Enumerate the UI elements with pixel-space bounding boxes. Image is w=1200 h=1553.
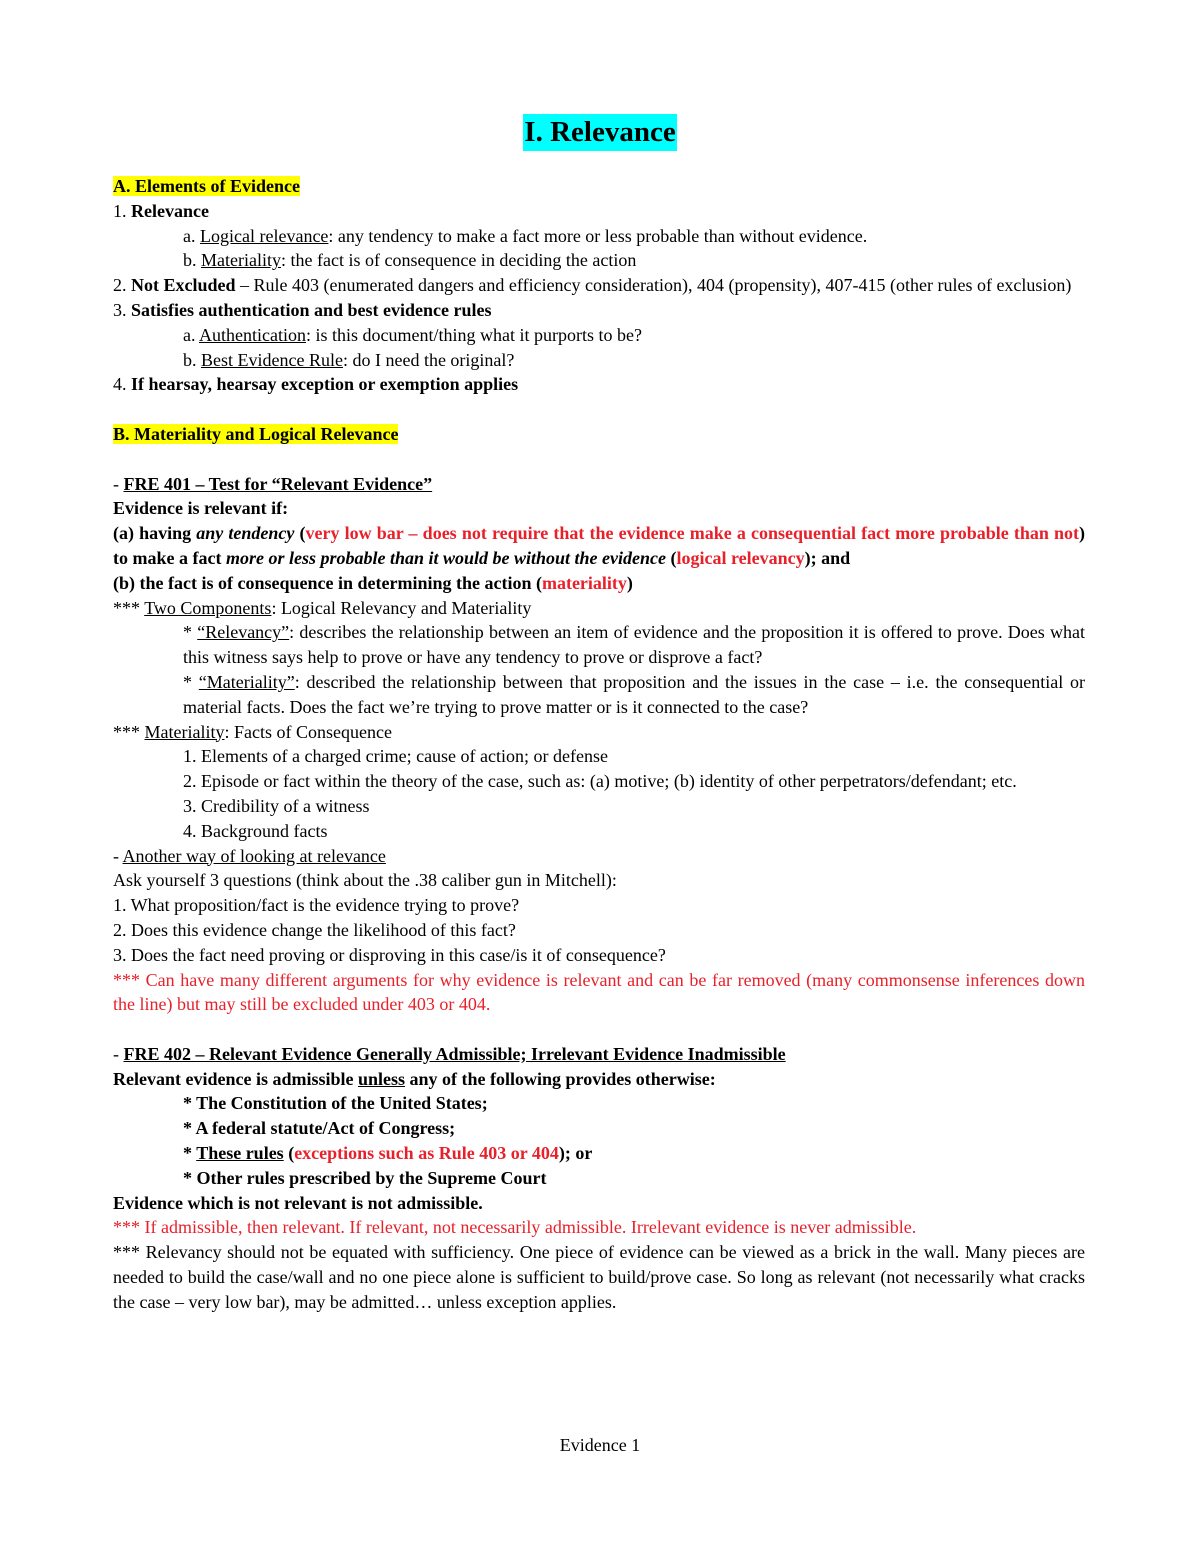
dash: - (113, 1043, 124, 1064)
definition: : any tendency to make a fact more or less probable than without evidence. (328, 225, 868, 246)
item-number: 4. (113, 374, 131, 395)
term: Materiality (144, 721, 225, 742)
fre402-heading: FRE 402 – Relevant Evidence Generally Admissible; Irrelevant Evidence Inadmissible (123, 1043, 786, 1064)
definition: : Facts of Consequence (224, 721, 392, 742)
spacer (113, 397, 1085, 422)
list-item (113, 199, 1085, 224)
relevancy-row (113, 620, 1085, 670)
list-item (113, 323, 1085, 348)
term: Authentication (199, 324, 306, 345)
list-item (113, 372, 1085, 397)
list-item (113, 273, 1085, 298)
subheading: Another way of looking at relevance (122, 845, 386, 866)
fre401-heading: FRE 401 – Test for “Relevant Evidence” (123, 473, 433, 494)
list-item: * A federal statute/Act of Congress; (183, 1118, 456, 1139)
spacer (113, 447, 1085, 472)
section-b-heading-row (113, 422, 1085, 447)
red-note: *** If admissible, then relevant. If relevant, not necessarily admissible. Irrelevant evidence is never admissible. (113, 1217, 917, 1238)
term: Two Components (144, 597, 272, 618)
red-note: *** Can have many different arguments for why evidence is relevant and can be far removed (many commonsense inferences down the line) but may still be excluded under 403 or 404. (113, 969, 1085, 1015)
item-letter: b. (183, 349, 201, 370)
section-a-heading-row (113, 174, 1085, 199)
star: * (183, 1143, 197, 1164)
term: Best Evidence Rule (201, 349, 343, 370)
term: Materiality (201, 250, 281, 271)
term: These rules (196, 1143, 284, 1164)
two-components-row (113, 596, 1085, 621)
list-item: 2. Does this evidence change the likelihood of this fact? (113, 919, 516, 940)
definition: : is this document/thing what it purports to be? (305, 324, 642, 345)
list-item: * Other rules prescribed by the Supreme Court (183, 1167, 547, 1188)
title-row (0, 114, 1200, 151)
list-item: 4. Background facts (183, 820, 328, 841)
page-title: I. Relevance (523, 114, 676, 151)
item-text: Not Excluded (131, 275, 236, 296)
list-item (113, 224, 1085, 249)
definition: : describes the relationship between an item of evidence and the proposition it is offered to prove. Does what this witness says help to prove or have any tendency to prove or disprove a fact? (183, 622, 1085, 668)
item-number: 1. (113, 200, 131, 221)
item-text: Satisfies authentication and best evidence rules (131, 299, 492, 320)
text-run: ( (665, 547, 677, 568)
page-footer: Evidence 1 (559, 1435, 641, 1455)
text-run: ); or (558, 1143, 593, 1164)
fre402-intro (113, 1067, 1085, 1092)
text-run: more or less probable than it would be without the evidence (225, 547, 666, 568)
item-number: 2. (113, 275, 131, 296)
star: * (183, 622, 198, 643)
star: * (183, 671, 199, 692)
fre402-heading-row (113, 1042, 1085, 1067)
text-run: ) (626, 572, 633, 593)
sufficiency-note: *** Relevancy should not be equated with sufficiency. One piece of evidence can be viewed as a brick in the wall. Many pieces are needed to build the case/wall and no one piece alone is sufficient to build/prove case. So long as relevant (not necessarily what cracks the case – very low bar), may be admitted… unless exception applies. (113, 1242, 1085, 1312)
fre401-part-a (113, 521, 1085, 571)
document-body (113, 174, 1085, 1315)
definition: : Logical Relevancy and Materiality (271, 597, 532, 618)
ask-yourself: Ask yourself 3 questions (think about the .38 caliber gun in Mitchell): (113, 870, 617, 891)
dash: - (113, 845, 123, 866)
list-item (113, 1141, 1085, 1166)
list-item: 1. Elements of a charged crime; cause of action; or defense (183, 746, 608, 767)
list-item (113, 348, 1085, 373)
definition: : the fact is of consequence in deciding the action (280, 250, 637, 271)
text-run: unless (358, 1068, 406, 1089)
spacer (113, 1017, 1085, 1042)
section-a-heading: A. Elements of Evidence (113, 176, 300, 196)
fre401-heading-row (113, 472, 1085, 497)
dash: - (113, 473, 124, 494)
term: “Materiality” (198, 671, 295, 692)
fre401-intro: Evidence is relevant if: (113, 498, 289, 519)
facts-of-consequence-row (113, 720, 1085, 745)
list-item: 2. Episode or fact within the theory of the case, such as: (a) motive; (b) identity of other perpetrators/defendant; etc. (183, 771, 1017, 792)
text-run: (b) the fact is of consequence in determining the action ( (113, 572, 542, 593)
red-note: exceptions such as Rule 403 or 404 (294, 1143, 559, 1164)
item-text: Relevance (131, 200, 209, 221)
text-run: ) to make a fact (113, 523, 1085, 568)
text-run: any tendency (196, 523, 295, 544)
stars: *** (113, 597, 145, 618)
list-item (113, 248, 1085, 273)
item-letter: b. (183, 250, 201, 271)
definition: – Rule 403 (enumerated dangers and efficiency consideration), 404 (propensity), 407-415 (other rules of exclusion) (235, 275, 1072, 296)
text-run: ( (294, 523, 306, 544)
text-run: any of the following provides otherwise: (405, 1068, 716, 1089)
list-item: 1. What proposition/fact is the evidence trying to prove? (113, 895, 520, 916)
red-note: very low bar – does not require that the evidence make a consequential fact more probable than not (305, 523, 1079, 544)
fre402-closing: Evidence which is not relevant is not admissible. (113, 1192, 483, 1213)
list-item: 3. Credibility of a witness (183, 795, 370, 816)
red-note: materiality (541, 572, 627, 593)
fre401-part-b (113, 571, 1085, 596)
text-run: (a) having (113, 523, 197, 544)
text-run: ); and (804, 547, 851, 568)
definition: : described the relationship between that proposition and the issues in the case – i.e. the consequential or material facts. Does the fact we’re trying to prove matter or is it connected to the case? (183, 671, 1085, 717)
term: Logical relevance (200, 225, 329, 246)
item-letter: a. (183, 324, 199, 345)
term: “Relevancy” (197, 622, 290, 643)
text-run: ( (283, 1143, 295, 1164)
list-item: * The Constitution of the United States; (183, 1093, 488, 1114)
list-item: 3. Does the fact need proving or disproving in this case/is it of consequence? (113, 944, 666, 965)
materiality-row (113, 670, 1085, 720)
item-text: If hearsay, hearsay exception or exemption applies (131, 374, 519, 395)
definition: : do I need the original? (342, 349, 515, 370)
section-b-heading: B. Materiality and Logical Relevance (113, 423, 399, 444)
text-run: Relevant evidence is admissible (113, 1068, 358, 1089)
item-letter: a. (183, 225, 200, 246)
list-item (113, 298, 1085, 323)
stars: *** (113, 721, 145, 742)
red-note: logical relevancy (676, 547, 805, 568)
another-way-row (113, 844, 1085, 869)
item-number: 3. (113, 299, 131, 320)
